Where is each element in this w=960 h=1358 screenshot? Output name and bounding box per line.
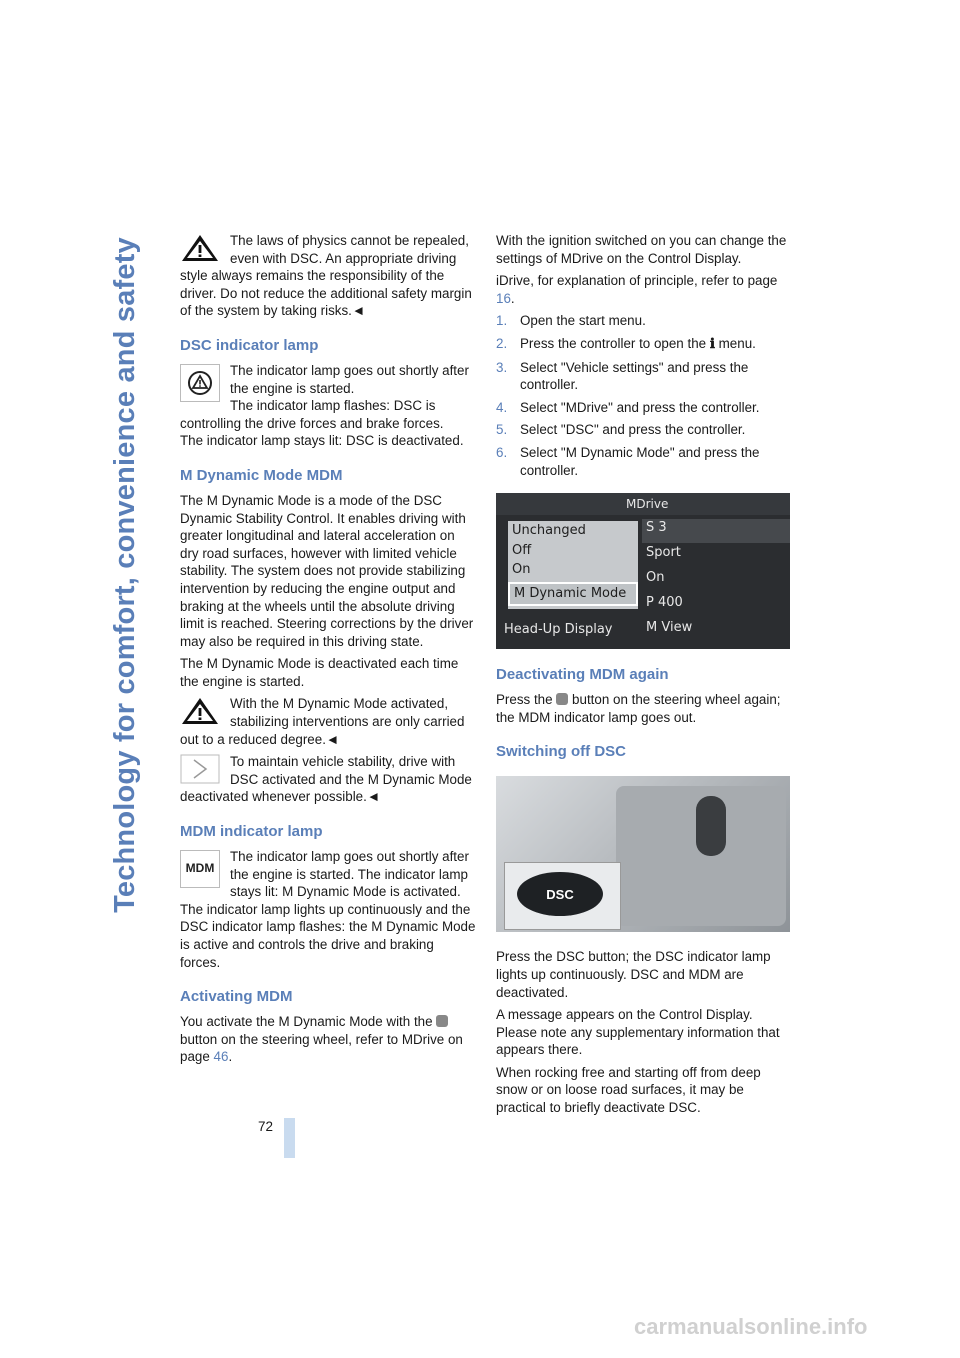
mdm-lamp-text-2: The indicator lamp lights up continuously and the DSC indicator lamp flashes: the M Dynamic Mode is active and controls the drive and braking forces. bbox=[180, 901, 476, 970]
screen-value: P 400 bbox=[646, 595, 683, 611]
deactivating-text-a: Press the bbox=[496, 692, 553, 708]
dsc-button bbox=[517, 872, 603, 916]
heading-dsc-indicator-lamp: DSC indicator lamp bbox=[180, 336, 319, 354]
gear-lever bbox=[696, 796, 726, 856]
step-text: Select "Vehicle settings" and press the controller. bbox=[520, 359, 749, 393]
step-number: 5. bbox=[496, 422, 508, 438]
warning-text: The laws of physics cannot be repealed, even with DSC. An appropriate driving style always remains the responsibility of the driver. Do not reduce the additional safety margin of the system by taking risks.◄ bbox=[180, 233, 472, 319]
left-column bbox=[180, 232, 476, 1071]
mdm-lamp-label: MDM bbox=[185, 861, 215, 876]
step-number: 6. bbox=[496, 444, 508, 460]
heading-activating-mdm: Activating MDM bbox=[180, 988, 293, 1006]
step-item bbox=[496, 421, 792, 439]
dsc-button-label: DSC bbox=[546, 886, 574, 902]
right-column bbox=[496, 232, 792, 1122]
dsc-lamp-text-1: The indicator lamp goes out shortly after the engine is started. bbox=[230, 362, 469, 396]
mdm-deactivated-note: The M Dynamic Mode is deactivated each time the engine is started. bbox=[180, 656, 459, 689]
page-number: 72 bbox=[258, 1119, 274, 1134]
dsc-button-photo bbox=[496, 776, 790, 932]
screen-header-title: MDrive bbox=[626, 497, 669, 512]
step-number: 3. bbox=[496, 359, 508, 375]
activating-text-end: . bbox=[228, 1049, 233, 1065]
deactivating-text bbox=[496, 691, 792, 726]
activating-text-b: button on the steering wheel, refer to MDrive on page bbox=[180, 1031, 463, 1065]
screen-option-selected[interactable]: M Dynamic Mode bbox=[508, 582, 638, 606]
heading-mdm-indicator-lamp: MDM indicator lamp bbox=[180, 823, 323, 841]
step-text-end: menu. bbox=[718, 335, 756, 351]
info-note-stability bbox=[180, 753, 476, 806]
warning-note-mdm bbox=[180, 695, 476, 748]
step-item bbox=[496, 399, 792, 417]
dsc-lamp-text-2: The indicator lamp flashes: DSC is controlling the drive forces and brake forces. bbox=[180, 398, 444, 431]
mdm-lamp-text-1: The indicator lamp goes out shortly after the engine is started. The indicator lamp stays lit: M Dynamic Mode is activated. bbox=[230, 849, 469, 900]
step-text: Select "M Dynamic Mode" and press the controller. bbox=[520, 444, 760, 478]
step-item bbox=[496, 312, 792, 330]
screen-value: M View bbox=[646, 620, 693, 636]
activating-text bbox=[180, 1013, 476, 1066]
chapter-title: Technology for comfort, convenience and safety bbox=[109, 237, 142, 913]
steps-list bbox=[496, 312, 792, 479]
step-text: Select "DSC" and press the controller. bbox=[520, 422, 746, 438]
deactivating-text-b: button on the steering wheel again; the MDM indicator lamp goes out. bbox=[496, 692, 781, 725]
page-link-46[interactable]: 46 bbox=[213, 1049, 229, 1065]
step-number: 2. bbox=[496, 335, 508, 351]
dsc-lamp-text-3: The indicator lamp stays lit: DSC is deactivated. bbox=[180, 433, 464, 449]
switch-off-text-3: When rocking free and starting off from deep snow or on loose road surfaces, it may be practical to briefly deactivate DSC. bbox=[496, 1064, 761, 1116]
step-item bbox=[496, 359, 792, 394]
warning-note-physics bbox=[180, 232, 476, 320]
screen-option[interactable]: On bbox=[512, 562, 531, 578]
mdrive-intro: With the ignition switched on you can change the settings of MDrive on the Control Display. bbox=[496, 233, 787, 266]
switch-off-text-1: Press the DSC button; the DSC indicator lamp lights up continuously. DSC and MDM are deactivated. bbox=[496, 949, 771, 1000]
activating-text-a: You activate the M Dynamic Mode with the bbox=[180, 1014, 433, 1030]
mdrive-button-icon bbox=[556, 693, 568, 705]
screen-option-list bbox=[508, 521, 638, 609]
screen-hud-label: Head-Up Display bbox=[504, 622, 613, 638]
screen-option[interactable]: Unchanged bbox=[512, 523, 586, 539]
switch-off-text-2: A message appears on the Control Display. Please note any supplementary information that appears there. bbox=[496, 1007, 780, 1058]
step-number: 4. bbox=[496, 399, 508, 415]
note-text: To maintain vehicle stability, drive with DSC activated and the M Dynamic Mode deactivated whenever possible.◄ bbox=[180, 754, 472, 805]
mdm-indicator-lamp-icon bbox=[180, 850, 220, 888]
idrive-reference-text: iDrive, for explanation of principle, refer to page bbox=[496, 273, 778, 289]
screen-header bbox=[496, 493, 790, 515]
warning-triangle-icon bbox=[180, 233, 220, 263]
watermark: carmanualsonline.info bbox=[634, 1314, 868, 1339]
dsc-button-inset bbox=[504, 862, 621, 930]
step-text: Press the controller to open the bbox=[520, 335, 707, 351]
screen-value: S 3 bbox=[646, 520, 667, 536]
info-i-icon: ℹ bbox=[709, 335, 715, 352]
sidebar-chapter-title bbox=[96, 230, 156, 920]
warning-text: With the M Dynamic Mode activated, stabilizing interventions are only carried out to a reduced degree.◄ bbox=[180, 696, 465, 747]
screen-value: On bbox=[646, 570, 665, 586]
page-link-16[interactable]: 16 bbox=[496, 290, 511, 306]
page-number-bar bbox=[284, 1118, 295, 1158]
heading-switching-off-dsc: Switching off DSC bbox=[496, 743, 626, 761]
mdm-description: The M Dynamic Mode is a mode of the DSC Dynamic Stability Control. It enables driving with greater longitudinal and lateral acceleration on dry road surfaces, however with limited vehicle stability. The system does not provide stabilizing intervention by reducing the engine output and braking at the wheels until the absolute driving limit is reached. Steering corrections by the driver may also be required in this driving state. bbox=[180, 492, 474, 649]
dsc-indicator-lamp-icon bbox=[180, 364, 220, 402]
heading-deactivating-mdm: Deactivating MDM again bbox=[496, 666, 669, 684]
step-text: Select "MDrive" and press the controller. bbox=[520, 399, 760, 415]
control-display-screenshot bbox=[496, 493, 790, 649]
step-item bbox=[496, 444, 792, 479]
mdrive-button-icon bbox=[436, 1015, 448, 1027]
heading-m-dynamic-mode: M Dynamic Mode MDM bbox=[180, 466, 343, 484]
screen-values bbox=[642, 519, 790, 649]
step-text: Open the start menu. bbox=[520, 313, 646, 329]
screen-option[interactable]: Off bbox=[512, 542, 532, 558]
idrive-reference-end: . bbox=[510, 290, 515, 306]
warning-triangle-icon bbox=[180, 696, 220, 726]
step-number: 1. bbox=[496, 313, 508, 329]
step-item bbox=[496, 335, 792, 354]
note-arrow-icon bbox=[180, 754, 220, 784]
idrive-reference bbox=[496, 272, 792, 307]
screen-value: Sport bbox=[646, 545, 681, 561]
